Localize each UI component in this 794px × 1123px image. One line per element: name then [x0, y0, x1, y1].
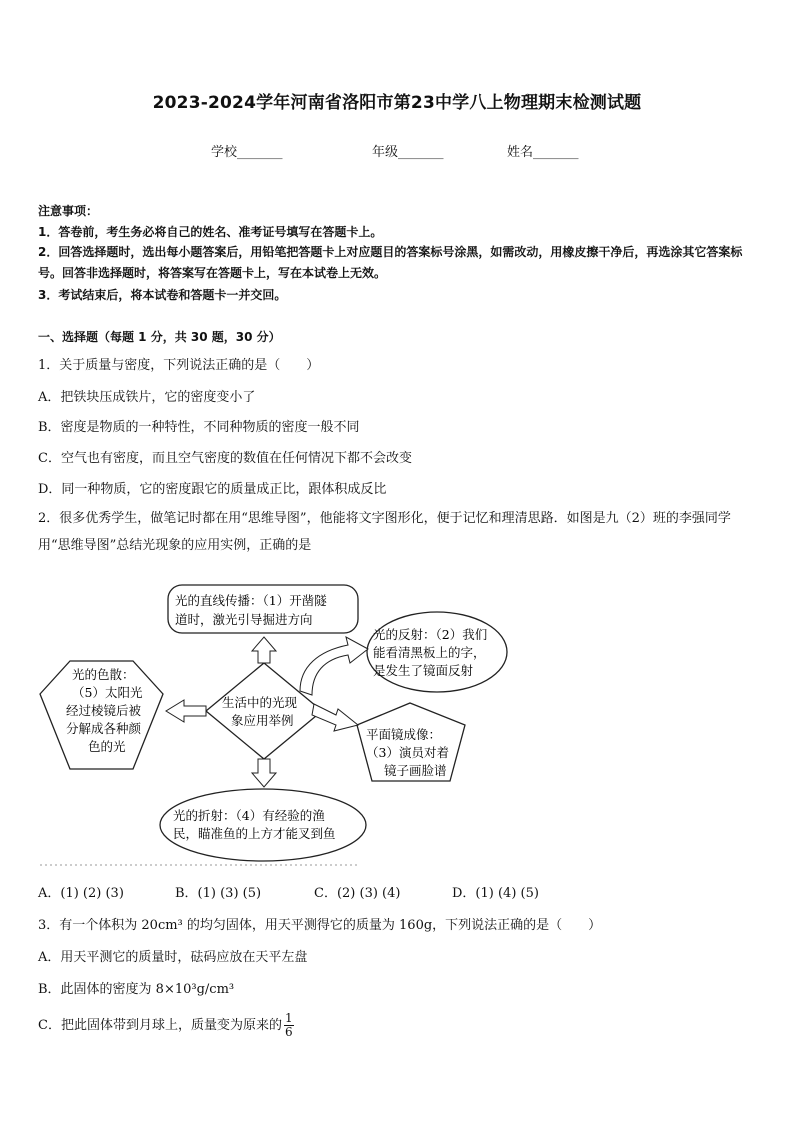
q3-option-c	[38, 1012, 294, 1039]
arrow-down	[252, 759, 276, 787]
bottom-line-2: 民，瞄准鱼的上方才能叉到鱼	[173, 826, 336, 841]
q3-option-c-text: C．把此固体带到月球上，质量变为原来的	[38, 1018, 282, 1033]
fraction-numerator: 1	[284, 1011, 293, 1025]
left-line-3: 经过棱镜后被	[66, 703, 142, 718]
q3-option-b: B．此固体的密度为 8×10³g/cm³	[38, 982, 235, 997]
q1-option-c: C．空气也有密度，而且空气密度的数值在任何情况下都不会改变	[38, 451, 412, 466]
notice-item-1: 1．答卷前，考生务必将自己的姓名、准考证号填写在答题卡上。	[38, 225, 383, 239]
q3-stem: 3．有一个体积为 20cm³ 的均匀固体，用天平测得它的质量为 160g，下列说法正确的是（ ）	[38, 918, 602, 933]
q2-option-c: C．(2) (3) (4)	[314, 886, 401, 901]
fraction-denominator: 6	[284, 1025, 293, 1039]
arrow-up	[252, 637, 276, 663]
notice-item-3: 3．考试结束后，将本试卷和答题卡一并交回。	[38, 288, 287, 302]
page-title: 2023-2024学年河南省洛阳市第23中学八上物理期末检测试题	[152, 93, 642, 113]
q1-stem: 1．关于质量与密度，下列说法正确的是（ ）	[38, 358, 320, 373]
q1-option-d: D．同一种物质，它的密度跟它的质量成正比，跟体积成反比	[38, 482, 387, 497]
bottom-ellipse	[160, 789, 366, 861]
right-bottom-line-3: 镜子画脸谱	[384, 763, 447, 778]
q1-option-b: B．密度是物质的一种特性，不同种物质的密度一般不同	[38, 420, 360, 435]
name-field[interactable]: 姓名_______	[507, 145, 579, 160]
top-box-line-1: 光的直线传播：（1）开凿隧	[175, 593, 327, 608]
q2-option-a: A．(1) (2) (3)	[38, 886, 124, 901]
q2-stem: 2．很多优秀学生，做笔记时都在用“思维导图”，他能将文字图形化，便于记忆和理清思路．如图是九（2）班的李强同学用“思维导图”总结光现象的应用实例，正确的是	[38, 511, 731, 553]
grade-field[interactable]: 年级_______	[372, 145, 444, 160]
q2-option-d: D．(1) (4) (5)	[452, 886, 539, 901]
bottom-line-1: 光的折射：（4）有经验的渔	[173, 808, 325, 823]
q2-option-b: B．(1) (3) (5)	[175, 886, 262, 901]
section-heading: 一、选择题（每题 1 分，共 30 题，30 分）	[38, 330, 281, 344]
q1-option-a: A．把铁块压成铁片，它的密度变小了	[38, 390, 256, 405]
left-line-5: 色的光	[88, 739, 126, 754]
arrow-right-down	[312, 704, 358, 731]
left-line-2: （5）太阳光	[72, 685, 143, 700]
q3-option-a: A．用天平测它的质量时，砝码应放在天平左盘	[38, 950, 308, 965]
notice-item-2: 2．回答选择题时，选出每小题答案后，用铅笔把答题卡上对应题目的答案标号涂黑，如需改动，用橡皮擦干净后，再选涂其它答案标号。回答非选择题时，将答案写在答题卡上，写在本试卷上无效。	[38, 245, 743, 280]
right-top-line-1: 光的反射：（2）我们	[373, 627, 488, 642]
right-top-line-3: 是发生了镜面反射	[373, 663, 474, 678]
mind-map-diagram	[0, 575, 794, 875]
arrow-left	[166, 700, 206, 722]
right-bottom-line-1: 平面镜成像：	[366, 727, 442, 742]
center-line-1: 生活中的光现	[222, 695, 298, 710]
top-box-line-2: 道时，激光引导掘进方向	[175, 612, 313, 627]
center-line-2: 象应用举例	[231, 713, 294, 728]
notice-heading: 注意事项：	[38, 204, 99, 218]
school-field[interactable]: 学校_______	[211, 145, 283, 160]
left-line-4: 分解成各种颜	[66, 721, 142, 736]
arrow-curved	[300, 637, 368, 695]
fraction	[284, 1012, 294, 1039]
left-line-1: 光的色散：	[72, 667, 135, 682]
right-bottom-line-2: （3）演员对着	[366, 745, 449, 760]
right-top-line-2: 能看清黑板上的字，	[373, 645, 486, 660]
